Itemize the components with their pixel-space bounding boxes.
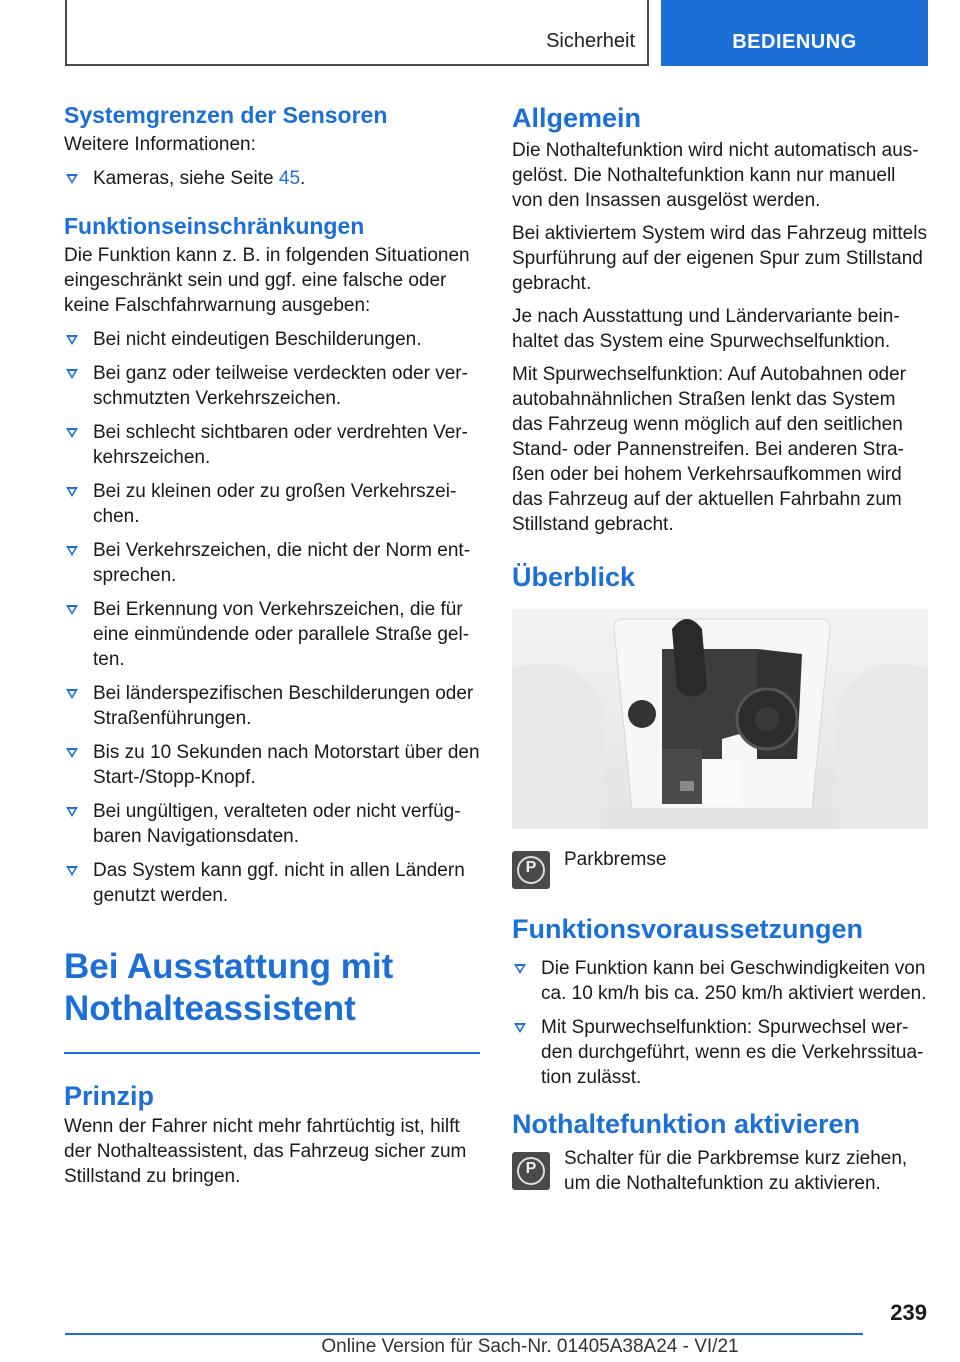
list-item: Die Funktion kann bei Geschwindigkeiten von ca. 10 km/h bis ca. 250 km/h aktiviert werden. [512, 956, 928, 1006]
list-item: Bei Erkennung von Verkehrszeichen, die für eine einmündende oder parallele Straße gelten. [64, 597, 480, 672]
parking-brake-icon: P [512, 1152, 550, 1190]
footer-text: Online Version für Sach-Nr. 01405A38A24 - VI/21 [321, 1336, 739, 1357]
list-item: Mit Spurwechselfunktion: Spurwechsel werden durchgeführt, wenn es die Verkehrssituation zulässt. [512, 1015, 928, 1090]
list-item: Bei Verkehrszeichen, die nicht der Norm entsprechen. [64, 538, 480, 588]
prinzip-text: Wenn der Fahrer nicht mehr fahrtüchtig ist, hilft der Nothalteassistent, das Fahrzeug sicher zum Stillstand zu bringen. [64, 1116, 467, 1187]
triangle-bullet-icon [66, 335, 78, 345]
heading-systemgrenzen: Systemgrenzen der Sensoren [64, 102, 388, 128]
allgemein-p1: Die Nothaltefunktion wird nicht automatisch ausgelöst. Die Nothaltefunktion kann nur manuell von den Insassen ausgelöst werden. [512, 140, 919, 211]
triangle-bullet-icon [66, 546, 78, 556]
main-heading: Bei Ausstattung mit Nothalteassistent [64, 947, 394, 1028]
heading-ueberblick: Überblick [512, 562, 636, 592]
list-item: Bei schlecht sichtbaren oder verdrehten Verkehrszeichen. [64, 420, 480, 470]
triangle-bullet-icon [66, 487, 78, 497]
triangle-bullet-icon [66, 748, 78, 758]
list-item: Kameras, siehe Seite 45. [64, 166, 480, 191]
systemgrenzen-list [64, 166, 480, 191]
systemgrenzen-intro: Weitere Informationen: [64, 134, 256, 155]
page-number: 239 [890, 1300, 927, 1325]
parking-brake-icon: P [512, 851, 550, 889]
triangle-bullet-icon [66, 605, 78, 615]
heading-funktionseinschraenkungen: Funktionseinschränkungen [64, 213, 365, 239]
center-console-illustration [512, 609, 928, 829]
triangle-bullet-icon [514, 964, 526, 974]
page-link[interactable]: 45 [278, 168, 301, 189]
parkbremse-row [512, 851, 928, 893]
parkbremse-label: Parkbremse [564, 849, 667, 870]
triangle-bullet-icon [66, 174, 78, 184]
triangle-bullet-icon [66, 866, 78, 876]
chapter-label: BEDIENUNG [732, 31, 857, 53]
funktion-list [64, 327, 480, 908]
heading-allgemein: Allgemein [512, 103, 642, 133]
page-header [65, 0, 928, 66]
list-item: Bei länderspezifischen Beschilderungen oder Straßenführungen. [64, 681, 480, 731]
list-item: Bis zu 10 Sekunden nach Motorstart über den Start-/Stopp-Knopf. [64, 740, 480, 790]
aktivieren-row [512, 1146, 928, 1206]
allgemein-p4: Mit Spurwechselfunktion: Auf Autobahnen oder autobahnähnlichen Straßen lenkt das System das Fahrzeug wenn möglich auf den seitlichen Stand- oder Pannenstreifen. Bei anderen Straßen oder bei hohem Verkehrsaufkommen wird das Fahrzeug auf der aktuellen Fahrbahn zum Stillstand gebracht. [512, 364, 906, 535]
triangle-bullet-icon [514, 1023, 526, 1033]
heading-funktionsvoraussetzungen: Funktionsvoraussetzungen [512, 914, 864, 944]
heading-nothaltefunktion-aktivieren: Nothaltefunktion aktivieren [512, 1109, 861, 1139]
aktivieren-text: Schalter für die Parkbremse kurz ziehen, um die Nothaltefunktion zu aktivieren. [564, 1148, 908, 1194]
left-column [64, 100, 480, 1189]
section-label: Sicherheit [546, 30, 635, 52]
list-item: Bei nicht eindeutigen Beschilderungen. [64, 327, 480, 352]
chapter-tab [661, 0, 928, 66]
list-item: Bei ganz oder teilweise verdeckten oder verschmutzten Verkehrszeichen. [64, 361, 480, 411]
triangle-bullet-icon [66, 807, 78, 817]
allgemein-p3: Je nach Ausstattung und Ländervariante beinhaltet das System eine Spurwechselfunktion. [512, 306, 900, 352]
right-column [512, 100, 928, 1206]
funktion-intro: Die Funktion kann z. B. in folgenden Situationen eingeschränkt sein und ggf. eine falsche oder keine Falschfahrwarnung ausgeben: [64, 245, 470, 316]
triangle-bullet-icon [66, 689, 78, 699]
voraussetzungen-list [512, 956, 928, 1090]
allgemein-p2: Bei aktiviertem System wird das Fahrzeug mittels Spurführung auf der eigenen Spur zum Stillstand gebracht. [512, 223, 927, 294]
list-item: Bei zu kleinen oder zu großen Verkehrszeichen. [64, 479, 480, 529]
center-console-photo [512, 609, 928, 829]
list-item: Das System kann ggf. nicht in allen Ländern genutzt werden. [64, 858, 480, 908]
triangle-bullet-icon [66, 428, 78, 438]
heading-prinzip: Prinzip [64, 1081, 155, 1111]
heading-rule [64, 1052, 480, 1054]
list-item: Bei ungültigen, veralteten oder nicht verfügbaren Navigationsdaten. [64, 799, 480, 849]
footer-rule [65, 1333, 863, 1335]
section-tab [65, 0, 649, 66]
triangle-bullet-icon [66, 369, 78, 379]
